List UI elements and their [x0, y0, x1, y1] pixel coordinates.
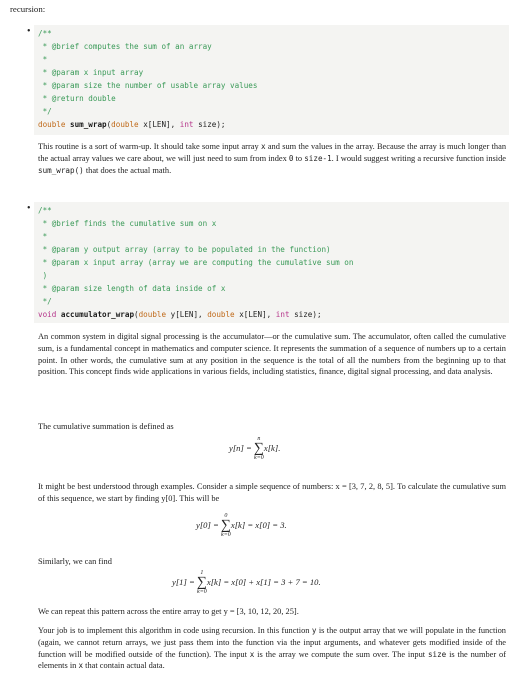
code-comment-line: */ [38, 107, 52, 116]
summation-upper-limit: 0 [224, 513, 228, 519]
summation-upper-limit: n [257, 436, 261, 442]
param-type: double [138, 310, 167, 319]
section-heading: recursion: [10, 4, 46, 14]
summation-symbol: 1 ∑ k=0 [196, 570, 207, 595]
inline-code: sum_wrap() [38, 165, 84, 175]
text-run: This routine is a sort of warm-up. It should take some input array [38, 142, 261, 151]
param-rest: y[LEN], [170, 310, 208, 319]
text-run: Your job is to implement this algorithm in code using recursion. In this function [38, 626, 312, 635]
paragraph-similarly: Similarly, we can find [38, 557, 112, 566]
code-comment-line: * [38, 55, 48, 64]
inline-code: 0 [288, 153, 294, 163]
param-type: double [207, 310, 235, 319]
param-type: double [111, 120, 139, 129]
paragraph-example-intro: It might be best understood through examples. Consider a simple sequence of numbers: x = [3, 7, 2, 8, 5]. To calculate the cumulative sum of this sequence, we start by finding y[0]. This will be [38, 482, 506, 503]
text-run: is the output array that we will populate in the function (again, we cannot return arrays, we just pass them into the function via the input arguments, and whatever gets modified inside of the function will be modified outside of the function). The input [38, 626, 506, 659]
paragraph-sum-wrap-description [38, 141, 506, 176]
return-type: void [38, 310, 57, 319]
equation-lhs: y[0] = [196, 519, 221, 530]
code-comment-line: /** [38, 29, 52, 38]
inline-code: x [260, 142, 266, 151]
equation-rhs: x[k]. [263, 442, 281, 453]
text-run: to [293, 153, 305, 163]
summation-lower-limit: k=0 [197, 589, 207, 595]
return-type: double [38, 120, 66, 129]
summation-lower-limit: k=0 [221, 532, 231, 538]
param-rest: size); [198, 120, 226, 129]
inline-code: size [427, 649, 447, 659]
inline-code: y [311, 626, 317, 635]
summation-symbol: n ∑ k=0 [253, 436, 264, 461]
code-comment-line: * @param size length of data inside of x [38, 284, 226, 293]
code-block-sum-wrap[interactable] [34, 25, 509, 135]
code-comment-line: * @brief computes the sum of an array [38, 42, 212, 51]
param-type: int [179, 120, 194, 129]
text-run: that contain actual data. [83, 661, 165, 671]
param-rest: x[LEN], [143, 120, 180, 129]
code-comment-line: * @param x input array [38, 68, 144, 77]
param-rest: size); [294, 310, 322, 319]
paragraph-accumulator-intro: An common system in digital signal processing is the accumulator—or the cumulative sum. The accumulator, often called the cumulative sum, is a fundamental concept in mathematics and computer science. It represents the summation of a sequence of numbers up to a certain point. In other words, the cumulative sum at any position in the sequence is the total of all the numbers from the beginning up to that position. This concept finds wide applications in various fields, including statistics, finance, digital signal processing, and data analysis. [38, 332, 506, 377]
equation-y0 [196, 513, 287, 539]
param-rest: x[LEN], [239, 310, 276, 319]
equation-lhs: y[1] = [172, 576, 197, 587]
equation-lhs: y[n] = [229, 442, 254, 453]
code-comment-line: * @param size the number of usable array values [38, 81, 258, 90]
paragraph-task-description [38, 625, 506, 672]
function-name: accumulator_wrap [60, 310, 135, 319]
equation-rhs: x[k] = x[0] + x[1] = 3 + 7 = 10. [206, 576, 321, 587]
code-comment-line: * @param x input array (array we are computing the cumulative sum on [38, 258, 354, 267]
inline-code: x [249, 649, 255, 659]
text-run: and sum the values in the array. Because the array is much longer than the actual array values we care about, we will just need to sum from index [38, 142, 507, 163]
code-comment-line: */ [38, 297, 52, 306]
function-signature: double sum_wrap(double x[LEN], int size); [38, 120, 226, 129]
param-type: int [275, 310, 290, 319]
equation-y1 [172, 570, 321, 596]
code-comment-line: * @return double [38, 94, 116, 103]
paragraph-definition-lead: The cumulative summation is defined as [38, 422, 174, 431]
text-run: . I would suggest writing a recursive function inside [331, 153, 506, 163]
bullet-marker: • [27, 26, 31, 37]
summation-symbol: 0 ∑ k=0 [220, 513, 231, 538]
text-run: that does the actual math. [83, 165, 172, 175]
text-run: is the number of elements in [38, 649, 506, 671]
text-run: is the array we compute the sum over. The input [254, 649, 428, 659]
code-comment-line: * @param y output array (array to be populated in the function) [38, 245, 331, 254]
inline-code: size-1 [304, 153, 332, 163]
code-comment-line: * [38, 232, 48, 241]
summation-upper-limit: 1 [200, 570, 204, 576]
summation-lower-limit: k=0 [254, 455, 264, 461]
equation-rhs: x[k] = x[0] = 3. [230, 519, 287, 530]
function-signature: void accumulator_wrap(double y[LEN], double x[LEN], int size); [38, 310, 322, 319]
function-name: sum_wrap [70, 120, 107, 129]
bullet-marker: • [27, 203, 31, 214]
code-comment-line: /** [38, 206, 52, 215]
code-block-accumulator-wrap[interactable] [34, 202, 509, 323]
equation-cumulative-sum-definition [229, 436, 280, 462]
code-comment-line: * @brief finds the cumulative sum on x [38, 219, 217, 228]
inline-code: x [78, 661, 84, 671]
paragraph-repeat-pattern: We can repeat this pattern across the entire array to get y = [3, 10, 12, 20, 25]. [38, 607, 299, 616]
code-comment-line: ) [38, 271, 48, 280]
